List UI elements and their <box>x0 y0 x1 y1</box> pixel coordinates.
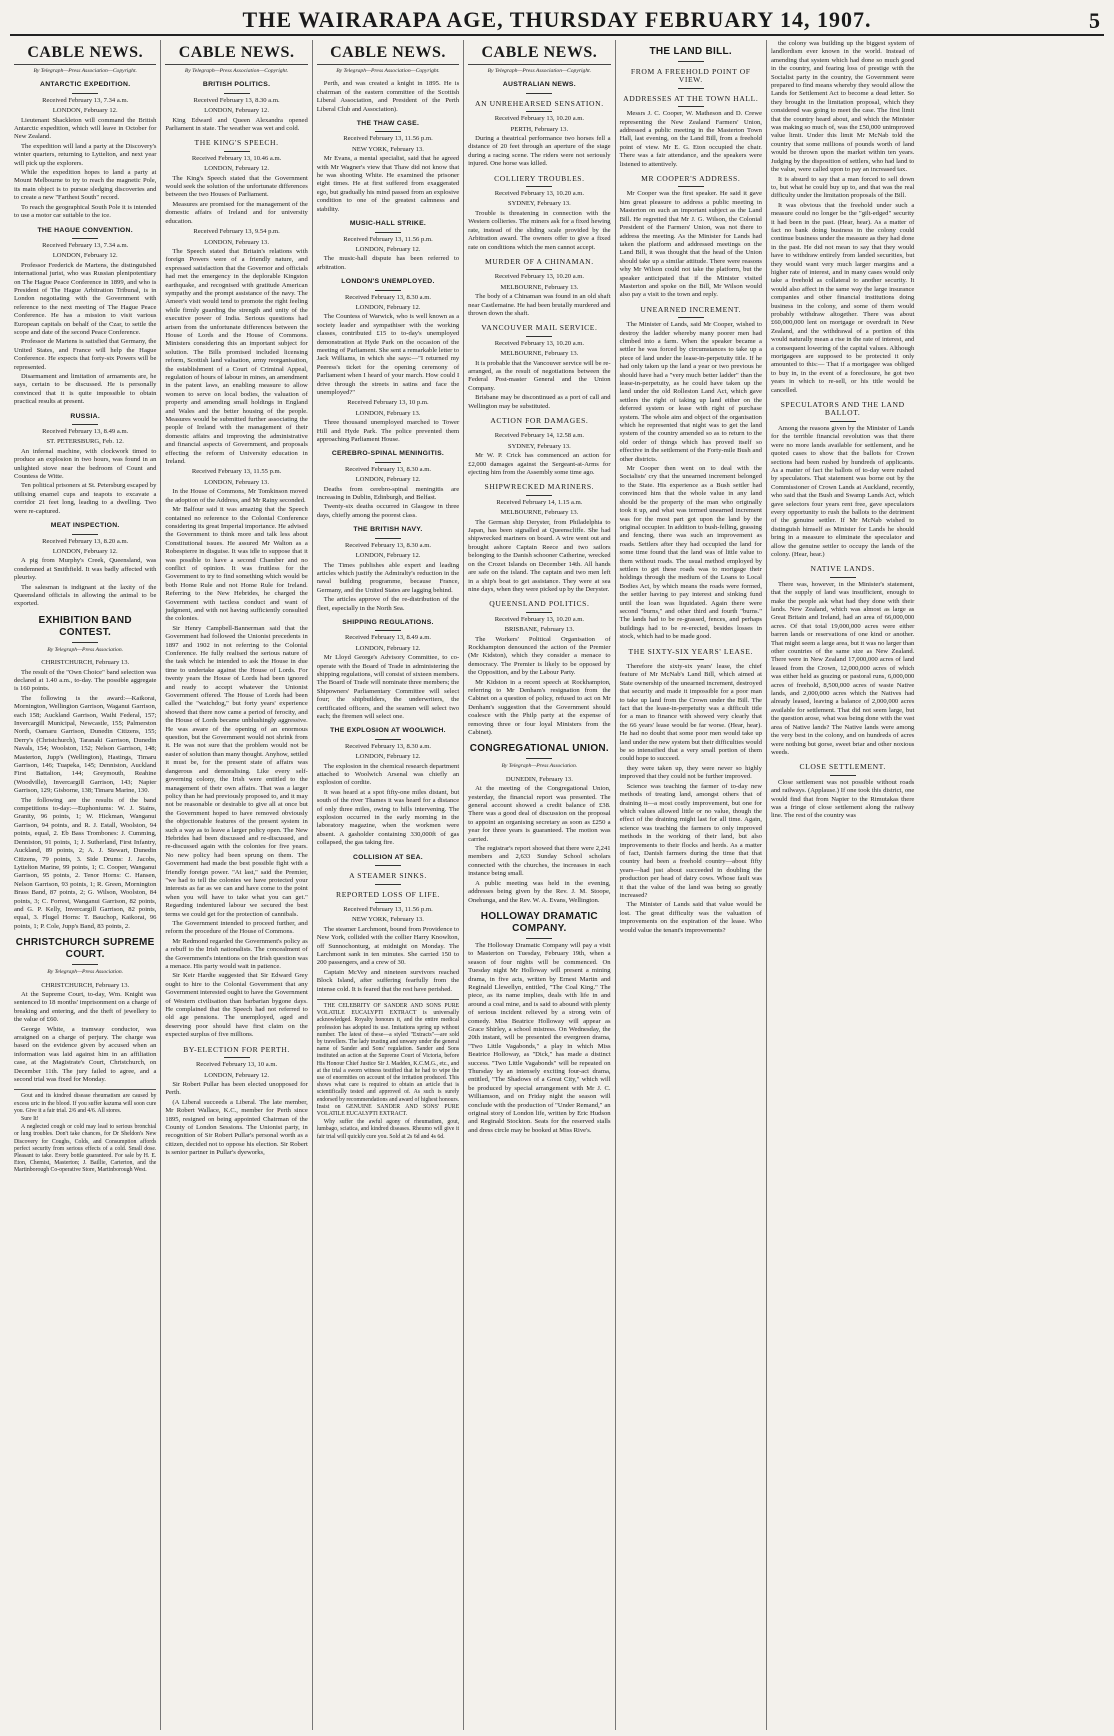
cable-news-banner: CABLE NEWS. <box>165 40 307 65</box>
headline-rule <box>375 290 401 291</box>
article <box>771 763 914 820</box>
article-headline: SHIPPING REGULATIONS. <box>342 618 434 626</box>
copyright-byline: By Telegraph—Press Association—Copyright. <box>336 68 440 74</box>
article-headline: AUSTRALIAN NEWS. <box>502 81 576 89</box>
article-headline: CEREBRO-SPINAL MENINGITIS. <box>331 450 445 458</box>
headline-rule <box>526 336 552 337</box>
article-paragraph: The Countess of Warwick, who is well known as a society leader and sympathiser with the working classes, contributed £15 to to-day's unemployed demonstration at Hyde Park on the occasion of the meeting of Parliament. She sent a remarkable letter to Jack Williams, in which she says:—"I returned my Peeress's ticket for the opening ceremony of Parliament when I heard of your march. How could I drive through the streets in satins and face the unemployed?" <box>316 313 460 396</box>
received-line: Received February 13, 7.34 a.m. <box>42 241 129 249</box>
dateline: LONDON, February 12. <box>204 165 269 173</box>
headline-rule <box>375 739 401 740</box>
article-paragraph: To reach the geographical South Pole it is intended to use a motor car suitable to the ice. <box>14 203 157 220</box>
article-paragraph: George White, a tramway conductor, was arraigned on a charge of perjury. The charge was based on the evidence given by accused when an information was laid against him in an affiliation case, at the Magistrate's Court, Christchurch, on December 11th. The jury failed to agree, and a second trial was fixed for Monday. <box>14 1025 157 1084</box>
article-headline: CHRISTCHURCH SUPREME COURT. <box>15 937 155 961</box>
headline-rule <box>224 151 250 152</box>
received-line: Received February 13, 8.30 a.m. <box>344 541 431 549</box>
article <box>468 81 610 93</box>
advert-paragraph: Gout and its kindred disease rheumatism are caused by excess uric in the blood. If you suffer kazuma will soon cure you. Give it a fair trial. 2/6 and 4/6. All stores. <box>14 1093 157 1114</box>
received-line: Received February 13, 11.56 p.m. <box>343 235 433 243</box>
article <box>620 68 762 89</box>
article-headline: THE LAND BILL. <box>649 46 733 57</box>
headline-rule <box>375 630 401 631</box>
article-headline: BRITISH POLITICS. <box>202 81 271 89</box>
advert-paragraph: A neglected cough or cold may lead to serious bronchial or lung troubles. Don't take chances, for Dr Sheldon's New Discovery for Coughs, Colds, and Consumption affords perfect security from serious effects of a cold. Small dose. Pleasant to take. Every bottle guaranteed. For sale by H. E. Eton, Chemist, Masterton; J. Baillie, Carterton, and the Martinborough Co-operative Store, Martinborough West. <box>14 1124 157 1174</box>
dateline: LONDON, February 12. <box>204 107 269 115</box>
article <box>468 600 610 737</box>
article-paragraph: The following are the results of the band competitions to-day:—Euphoniums: W. J. Stains, Granity, 96 points, 1; W. Hickman, Wanganui Garrison, 94 points, and R. J. Estall, Woolston, 94 points, equal, 2. Eb Bass Trombones: J. Cumming, Denniston, 91 points, 1; J. Sutherland, First Infantry, Auckland, 89 points, 2; A. J. Stewart, Dunedin Citizens, 79 points, 3. Side Drums: J. Jacobs, Lyttelton Marine, 99 points, 1; C. Cooper, Wanganui Garrison, 95 points, 2. Tenor Horns: C. Hansen, Nelson Garrison, 93 points, 1; R. Green, Mornington Brass Band, 87 points, 2; G. Wilson, Woolston, 84 points, 3; C. Forrest, Wanganui Garrison, 82 points, and G. P. Kelly, Invercargill Garrison, 82 points, equal, 3. Flugel Horns: T. Bauchop, Kaikorai, 96 points, 1; P. Cole, Jupp's Band, 83 points, 2. <box>14 796 157 930</box>
headline-rule <box>526 269 552 270</box>
article <box>317 120 459 214</box>
article-paragraph: Ten political prisoners at St. Petersburg escaped by utilising enamel cups and teapots to excavate a corridor 21 feet long, leading to a dwelling. Two were re-captured. <box>14 482 157 515</box>
article-paragraph: Deaths from cerebro-spinal meningitis are increasing in Dublin, Edinburgh, and Belfast. <box>316 485 460 502</box>
article <box>317 399 459 444</box>
article <box>468 100 610 169</box>
article <box>14 413 156 516</box>
article-headline: BY-ELECTION FOR PERTH. <box>183 1044 290 1054</box>
article <box>165 81 307 133</box>
headline-rule <box>375 538 401 539</box>
article <box>620 46 762 62</box>
article-paragraph: Sir Keir Hardie suggested that Sir Edward Grey ought to hire to the Colonial Government that any Government interested ought to have the Government of Western civilisation than barbarian bygone days. He complained that the Speech had not referred to old age pensions. The unemployed, aged and deserving poor should have first claim on the expected surplus of five millions. <box>165 972 308 1039</box>
article-headline: SHIPWRECKED MARINERS. <box>484 482 595 492</box>
article-byline: By Telegraph—Press Association. <box>501 763 578 770</box>
article <box>620 306 762 642</box>
article-headline: THE EXPLOSION AT WOOLWICH. <box>330 727 446 735</box>
article-paragraph: Professor Frederick de Martens, the distinguished international jurist, who was Russian plenipotentiary on The Hague Peace Conference in 1899, and who is President of The Hague Arbitration Tribunal, is in London negotiating with the Government with reference to the next meeting of The Hague Peace Conference. He has a mission to visit various European capitals on behalf of the Czar, to settle the scope and date of the second Peace Conference. <box>14 261 157 336</box>
article-paragraph: they were taken up, they were never so highly improved that they could not be further improved. <box>619 764 762 781</box>
headline-rule <box>375 131 401 132</box>
headline-rule <box>224 93 250 94</box>
article-paragraph: The Workers' Political Organisation of Rockhampton denounced the action of the Premier (Mr Kidston), which they consider a menace to democracy. The Premier is likely to be opposed by the Opposition, and by the Labour Party. <box>468 635 611 677</box>
headline-rule <box>830 577 856 578</box>
article <box>317 450 459 520</box>
column-5 <box>616 40 767 1730</box>
headline-rule <box>830 421 856 422</box>
received-line: Received February 13, 10.20 a.m. <box>494 615 585 623</box>
dateline: LONDON, February 12. <box>355 753 421 761</box>
article-headline: REPORTED LOSS OF LIFE. <box>336 889 440 899</box>
dateline: DUNEDIN, February 13. <box>505 775 573 783</box>
article-paragraph: King Edward and Queen Alexandra opened Parliament in state. The weather was wet and cold. <box>165 116 308 133</box>
copyright-byline: By Telegraph—Press Association—Copyright. <box>184 68 289 74</box>
article <box>317 526 459 613</box>
dateline: LONDON, February 12. <box>52 252 118 260</box>
article-paragraph: Trouble is threatening in connection with the Western collieries. The miners ask for a fixed hewing rate, instead of the sliding scale provided by the Arbitration award. The owners offer to give a fixed rate on conditions which the men cannot accept. <box>468 209 611 251</box>
article <box>317 727 459 847</box>
headline-rule <box>375 865 401 866</box>
cable-news-banner: CABLE NEWS. <box>317 40 459 65</box>
article-paragraph: Disarmament and limitation of armaments are, he says, certain to be discussed. He is personally convinced that it is quite impossible to obtain practical results at present. <box>14 373 157 406</box>
article-paragraph: Captain McVey and nineteen survivors reached Block Island, after suffering fearfully from the intense cold. It is feared that the rest have perished. <box>316 968 460 993</box>
article-paragraph: The King's Speech stated that the Government would seek the solution of the unfortunate differences between the two Houses of Parliament. <box>165 174 308 199</box>
column-2 <box>161 40 312 1730</box>
article-paragraph: It is absurd to say that a man forced to sell down to, but what he could buy up to, and that was the real difficulty under the limitation proposals of the Bill. <box>770 175 915 200</box>
article-paragraph: Among the reasons given by the Minister of Lands for the terrible financial revolution was that there were no more lands available for settlement, and he quoted cases to show that the ballots for Crown sections had been rushed by hundreds of applicants. As a matter of fact the ballots of to-day were rushed by speculators. That statement was borne out by the Commissioner of Crown Lands at Auckland, recently, who said that the Bush and Swamp Lands Act, which gave selectors four years rent free, gave speculators every opportunity to rush the ballots to the detriment of the genuine settler. If Mr McNab wished to distinguish himself as Minister for Lands he should bring in a measure to eliminate the speculator and allow the genuine settler to occupy the lands of the colony. (Hear, hear.) <box>770 424 915 558</box>
article-paragraph: The result of the "Own Choice" band selection was declared at 1.40 a.m., to-day. The possible aggregate is 160 points. <box>14 668 157 693</box>
article <box>14 615 156 931</box>
received-line: Received February 14, 12.58 a.m. <box>494 432 585 440</box>
article <box>771 401 914 559</box>
masthead-title: THE WAIRARAPA AGE, THURSDAY FEBRUARY 14, 1907. <box>242 7 872 32</box>
article-paragraph: Mr Evans, a mental specialist, said that he agreed with Mr Wagner's view that Thaw did not know that he was shooting White. He examined the prisoner eight times. He at first suffered from exaggerated ego, but gradually his mind passed from an explosive condition to one of the greatest calmness and stability. <box>316 155 460 213</box>
article-headline: LONDON'S UNEMPLOYED. <box>341 278 435 286</box>
dateline: LONDON, February 12. <box>355 245 421 253</box>
article <box>771 565 914 757</box>
cable-news-banner: CABLE NEWS. <box>14 40 156 65</box>
article <box>317 854 459 866</box>
received-line: Received February 13, 11.56 p.m. <box>343 135 433 143</box>
article-paragraph: Mr Cooper then went on to deal with the Socialists' cry that the unearned increment belonged to the State. His experience as a Bush settler had convinced him that the whole value in any land should be the property of the man who originally took it up, and what was termed unearned increment was for the most part got upon the land by the original occupier. In addition to bush-felling, grassing and fencing, there was such an improvement as roads. Settlers after they had occupied the land for some time found that the land was of little value to them without roads. The usual method employed by settlers to get these roads was to mortgage their holdings through the medium of the Loans to Local Bodies Act, by which means the roads were formed, the settler having to pay interest and sinking fund until the loan was liquidated. Again there were second "burns," and other third and fourth "burns." The lands had to be re-grassed, fences, and perhaps buildings had to be re-erected, besides losses in stock, which had to be made good. <box>619 465 762 641</box>
received-line: Received February 13, 7.34 a.m. <box>42 96 129 104</box>
received-line: Received February 13, 11.55 p.m. <box>191 468 282 476</box>
article <box>165 139 307 226</box>
dateline: LONDON, February 12. <box>355 644 421 652</box>
article <box>468 175 610 252</box>
headline-rule <box>526 938 552 939</box>
article-headline: THE THAW CASE. <box>356 120 420 128</box>
article-headline: UNEARNED INCREMENT. <box>640 304 742 314</box>
article-headline: CLOSE SETTLEMENT. <box>799 762 886 772</box>
article <box>14 227 156 407</box>
article-byline: By Telegraph—Press Association. <box>47 969 124 976</box>
headline-rule <box>526 186 552 187</box>
article-headline: NATIVE LANDS. <box>810 564 875 574</box>
headline-rule <box>526 111 552 112</box>
headline-rule <box>830 775 856 776</box>
article <box>165 468 307 1039</box>
article-headline: ANTARCTIC EXPEDITION. <box>40 81 131 89</box>
article-paragraph: The Holloway Dramatic Company will pay a visit to Masterton on Tuesday, February 19th, when a season of four nights will be commenced. On Tuesday night Mr Holloway will present a mining drama, in five acts, written by Ernest Martin and Reginald Llewellyn, entitled, "The Coal King." The piece, as its name implies, deals with life in and around a coal mine, and is said to abound with plenty of serious incident relieved by a strong vein of comedy. Miss Beatrice Holloway will appear as Grace Shirley, a school mistress. On Wednesday, the 20th instant, will be presented the evergreen drama, "Two Little Vagabonds," a play in which Miss Beatrice Holloway, as "Dick," has made a distinct success. "Two Little Vagabonds" will be repeated on Thursday by an intensely exciting four-act drama, entitled, "The Shadows of a Great City," which will be produced by special arrangement with Mr J. C. Williamson, and on Friday night the season will conclude with the production of "Under Remand," an original story of London life, written by Eric Hudson and Reginald Stockton. Seats for the reserved stalls and dress circle may be booked at Miss Rive's. <box>468 941 611 1134</box>
article-headline: MEAT INSPECTION. <box>50 522 120 530</box>
article-paragraph: Mr Redmond regarded the Government's policy as a rebuff to the Irish nationalists. The concealment of the Government's intentions on the Irish question was a menace. His party would wait in patience. <box>165 937 308 971</box>
article-headline: ADDRESSES AT THE TOWN HALL. <box>623 93 759 103</box>
dateline: MELBOURNE, February 13. <box>500 350 579 358</box>
dateline: LONDON, February 12. <box>52 107 118 115</box>
dateline: LONDON, February 12. <box>355 552 421 560</box>
article-paragraph: It was obvious that the freehold under such a measure could no longer be the "gilt-edged" security it had been in the past. (Hear, hear). As a matter of fact no bank doing business in the colony could continue business under the measure as they had done in the past. He did not mean to say that they would have to withdraw entirely from landed securities, but they would want very much larger margins and a higher rate of interest, and in many cases would only take a freehold as collateral to another security. It would also affect in the same way the large insurance companies and other financial institutions doing business in the colony, and some of them would probably withdraw altogether. There was about £60,000,000 lent on mortgage or overdraft in New Zealand, and the withdrawal of a portion of this would naturally mean a rise in the rate of interest, and a consequent lowering of the capital values. Although mortgagees are supposed to be protected it only amounted to this:— That if a mortgagee was obliged to buy in, in the event of a foreclosure, he got two years in which to re-sell, or his title would be cancelled. <box>770 201 915 394</box>
article-headline: COLLIERY TROUBLES. <box>494 173 585 183</box>
column-area <box>10 40 1104 1730</box>
headline-rule <box>526 758 552 759</box>
article-paragraph: The body of a Chinaman was found in an old shaft near Castlemaine. He had been brutally murdered and thrown down the shaft. <box>468 293 611 317</box>
dateline: MELBOURNE, February 13. <box>500 509 579 517</box>
article-headline: COLLISION AT SEA. <box>352 853 423 861</box>
article-headline: QUEENSLAND POLITICS. <box>489 599 590 609</box>
article <box>468 258 610 318</box>
dateline: CHRISTCHURCH, February 13. <box>41 981 130 989</box>
article-paragraph: While the expedition hopes to land a party at Mount Melbourne to try to reach the magnetic Pole, its main object is to pursue sledging discoveries and to create a new "Farthest South" record. <box>14 169 157 202</box>
article-paragraph: The Government intended to proceed further, and reform the procedure of the House of Commons. <box>165 920 308 936</box>
article <box>468 324 610 411</box>
headline-rule <box>678 61 704 62</box>
article-headline: A STEAMER SINKS. <box>349 871 427 881</box>
article-paragraph: Sir Henry Campbell-Bannerman said that the Government had followed the Unionist precedents in 1897 and 1902 in not referring to the Colonial Conference. He fully realised the serious nature of the task which he intended to ask the House in due time to undertake against the House of Lords. For twenty years the House of Lords had been ignored and ready to accept whatever the Unionist Government offered. The House of Lords had been called the "watchdog," but forty years' experience showed that there now came a period of ferocity, and the House of Lords became unblushingly aggressive. He was aware of the opening of an enormous question, but the Government would not shrink from it. He was not sure that the problem would not be easier of solution than many thought. Anyhow, settled it must be, for the present state of affairs was dangerous and demoralising. Like every self-governing colony, the Irish were entitled to the management of their own affairs. That was a larger policy than he had previously proposed to, and it may not be reasonable or desirable to give all at once but the Government hoped to have removed obviously the objectionable features of the present system in such a way as to leave a larger policy open. The New Hebrides had been discussed and re-discussed, and re-discussed again with the colonies for five years. No new policy had been sprung on them. The Government had made the best possible fight with a friendly foreign power. "At last," said the Premier, "we had to tell the colonies we have protected your interests as far as we can and have come to the point when you will have to take what you can get." Regarding indentured labour we secured the best terms we could get for the protection of cannibals. <box>165 624 308 918</box>
headline-rule <box>72 534 98 535</box>
article-paragraph: It is probable that the Vancouver service will be re-arranged, as the result of negotiations between the Federal Post-master General and the Union Company. <box>468 359 611 392</box>
article-paragraph: The explosion in the chemical research department attached to Woolwich Arsenal was chiefly an explosion of cordite. <box>316 762 460 787</box>
article-headline: THE HAGUE CONVENTION. <box>37 226 133 234</box>
article-paragraph: Perth, and was created a knight in 1895. He is chairman of the eastern committee of the Scottish Liberal Association, and President of the Perth Liberal Club and Association). <box>316 80 460 113</box>
dateline: SYDNEY, February 13. <box>507 442 571 450</box>
article-paragraph: The Speech stated that Britain's relations with foreign Powers were of a friendly nature, and expressed satisfaction that the Governor and officials had met the emergency in the deplorable Kingston earthquake, and recognised with gratitude American sympathy and the prompt assistance of the navy. The Ameer's visit would tend to promote the right feeling while firmly guarding the strength and unity of the executive power of India. Serious questions had arisen from the unfortunate differences between the House of Lords and the House of Commons. Ministers considering this an important subject for solution. The Bills promised included licensing reform, Scottish land valuation, army reorganisation, the establishment of a Court of Criminal Appeal, regulation of hours of labour in mines, an amendment in the patent laws, an enabling measure to allow women to serve on local bodies, the valuation of property and amending small holdings in England and Wales and the better housing of the people. Measures would be submitted further associating the people of Ireland with the management of their domestic affairs and improving the administrative and financial aspects of Government, and proposals effecting the reform of University education in Ireland. <box>165 247 308 466</box>
received-line: Received February 13, 10.20 a.m. <box>494 115 585 123</box>
headline-rule <box>526 612 552 613</box>
article-paragraph: Three thousand unemployed marched to Tower Hill and Hyde Park. The police prevented them approaching Parliament House. <box>316 419 460 444</box>
article <box>468 743 610 905</box>
headline-rule <box>678 106 704 107</box>
column-4 <box>464 40 615 1730</box>
dateline: LONDON, February 12. <box>355 303 421 311</box>
headline-rule <box>375 902 401 903</box>
article <box>771 40 914 395</box>
masthead <box>10 6 1104 36</box>
dateline: LONDON, February 12. <box>355 476 421 484</box>
article-paragraph: (A Liberal succeeds a Liberal. The late member, Mr Robert Wallace, K.C., member for Perth since 1895, resigned on being appointed Chairman of the County of London Sessions. The Unionist party, in recognition of Sir Robert Pullar's personal worth as a citizen, decided not to oppose his election. Sir Robert is senior partner in Pullar's dyeworks, <box>165 1098 308 1157</box>
dateline: PERTH, February 13. <box>510 125 569 133</box>
dateline: LONDON, February 12. <box>204 1071 269 1079</box>
dateline: LONDON, February 13. <box>355 409 421 417</box>
article <box>468 483 610 594</box>
received-line: Received February 13, 8.30 a.m. <box>193 96 280 104</box>
column-3 <box>313 40 464 1730</box>
received-line: Received February 13, 10 p.m. <box>347 399 429 407</box>
headline-rule <box>678 659 704 660</box>
column-6 <box>767 40 918 1730</box>
advertisement <box>14 1089 156 1174</box>
copyright-byline: By Telegraph—Press Association—Copyright. <box>487 68 592 74</box>
copyright-byline: By Telegraph—Press Association—Copyright. <box>33 68 137 74</box>
article <box>620 648 762 764</box>
article <box>620 765 762 935</box>
received-line: Received February 13, 10.20 a.m. <box>494 339 585 347</box>
article <box>317 80 459 114</box>
article-paragraph: The following is the award:—Kaikorai, Mornington, Wellington Garrison, Waganui Garrison, each 158; Auckland Garrison, Waihi Federal, 157; Invercargill Municipal, Newcastle, 155; Palmerston North, Oamaru Garrison, Dunedin Citizens, 155; Derry's (Christchurch), Taranaki Garrison, Dunedin Navals, 154; Woolston, 152; Nelson Garrison, 148; Masterton, Jupp's (Wellington), Hastings, Timaru Garrison, 146; Tuapeka, 145; Denniston, Auckland First Battalion, 144; Greymouth, Reahine (Woodville), Invercargill Garrison, 143; Napier Garrison, 129; Gisborne, 138; Timaru Marine, 130. <box>14 694 157 795</box>
article-headline: FROM A FREEHOLD POINT OF VIEW. <box>630 67 751 85</box>
received-line: Received February 13, 8.20 a.m. <box>42 537 129 545</box>
article-paragraph: Mr Kidston in a recent speech at Rockhampton, referring to Mr Denham's resignation from the Cabinet on a question of policy, refused to act on Mr Denham's suggestion that the Government should coalesce with the Philp party at the expense of removing three or four loyal Ministers from the Cabinet). <box>468 678 611 736</box>
article-paragraph: The German ship Deryster, from Philadelphia to Japan, has been signalled at Queenscliffe. She had shipwrecked mariners on board. A wire went out and brought ashore Captain Reece and two sailors belonging to the Danish schooner Catherine, wrecked on the Crozet Islands on December 14th. All hands are safe on the island. The captain and two men left in a ship's boat to get assistance. They were at sea nine days, when they were picked up by the Deryster. <box>468 518 611 593</box>
received-line: Received February 13, 8.30 a.m. <box>344 465 431 473</box>
article-paragraph: At the meeting of the Congregational Union, yesterday, the financial report was presented. The general account showed a credit balance of £38. There was a good deal of discussion on the proposal to appoint an organising secretary as soon as £250 a year for three years is guaranteed. The motion was carried. <box>468 785 611 843</box>
article-paragraph: The music-hall dispute has been referred to arbitration. <box>316 255 460 271</box>
article-paragraph: Close settlement was not possible without roads and railways. (Applause.) If one took this district, one would find that from Napier to the Rimutakas there was a fringe of close settlement along the railway line. The rest of the country was <box>770 778 915 820</box>
dateline: LONDON, February 12. <box>52 547 118 555</box>
headline-rule <box>72 93 98 94</box>
article-headline: HOLLOWAY DRAMATIC COMPANY. <box>480 910 598 934</box>
article-paragraph: Brisbane may be discontinued as a port of call and Wellington may be substituted. <box>468 394 611 410</box>
article <box>317 891 459 994</box>
article <box>620 175 762 300</box>
article-paragraph: The Minister of Lands said that value would be lost. The great difficulty was the valuation of improvements on the expiration of the lease. Who would value the tenant's improvements? <box>619 901 762 934</box>
article-paragraph: It was heard at a spot fifty-one miles distant, but south of the river Thames it was heard for a distance of only three miles, owing to hills intervening. The explosion occurred in the early morning in the laboratory magazine, when the workmen were absent. A gasholder containing 330,000ft of gas collapsed, the gas taking fire. <box>316 788 460 847</box>
article-paragraph: Science was teaching the farmer of to-day new methods of treating land, amongst others that of draining it—a most costly improvement, but one for which values allowed little or no value, though the effect of the draining might last for all time. Again, science was teaching the farmers to only improved methods in the working of their land, but also improvements to their flocks and herds. As a matter of fact, Danish farmers during the time that that country had been a freehold country—about fifty years—had just about succeeded in doubling the production per head of dairy cows. Whose fault was it that the value of the land was being so greatly increased? <box>619 782 762 899</box>
article-paragraph: Twenty-six deaths occurred in Glasgow in three days, chiefly among the poorest class. <box>316 503 460 519</box>
received-line: Received February 13, 9.54 p.m. <box>193 228 280 236</box>
article-paragraph: Professor de Martens is satisfied that Germany, the United States, and France will help the Hague Conference. He expects that forty-six Powers will be represented. <box>14 338 157 371</box>
page-number: 5 <box>1089 8 1100 33</box>
headline-rule <box>224 1057 250 1058</box>
headline-rule <box>526 93 552 94</box>
article <box>14 81 156 220</box>
advert-paragraph: Why suffer the awful agony of rheumatism, gout, lumbago, sciatica, and kindred diseases. Rheumo will give it fair trial will quickly cure you. Sold at 2s 6d and 4s 6d. <box>316 1119 460 1140</box>
headline-rule <box>72 238 98 239</box>
headline-rule <box>72 642 98 643</box>
received-line: Received February 13, 10 a.m. <box>196 1061 278 1069</box>
article-headline: ACTION FOR DAMAGES. <box>490 416 589 425</box>
article-paragraph: The steamer Larchmont, bound from Providence to New York, collided with the collier Harry Knowlton, off Sunnochonturg, at midnight on Monday. The Larchmont sank in ten minutes. She carried 150 to 200 passengers, and a crew of 30. <box>316 925 460 967</box>
article-paragraph: Mr Lloyd George's Advisory Committee, to co-operate with the Board of Trade in administering the shipping regulations, will consist of sixteen members. The Board of Trade will nominate three members; the Shipowners' Parliamentary Committee will select four; the shipbuilders, the underwriters, the certificated officers, and the seamen will select two each; the firemen will select one. <box>316 654 460 720</box>
dateline: MELBOURNE, February 13. <box>500 283 579 291</box>
article-paragraph: Mr W. P. Crick has commenced an action for £2,000 damages against the Sergeant-at-Arms for ejecting him from the Assembly some time ago. <box>468 452 611 477</box>
dateline: CHRISTCHURCH, February 13. <box>41 659 130 667</box>
article-paragraph: A pig from Murphy's Creek, Queensland, was condemned at Smithfield. It was badly affected with pleurisy. <box>14 557 157 582</box>
article-paragraph: The Times publishes able expert and leading articles which justify the Admiralty's reduction in the naval building programme, because France, Germany, and the United States are lagging behind. <box>316 561 460 594</box>
article <box>468 911 610 1135</box>
article-headline: RUSSIA. <box>70 412 101 420</box>
article <box>165 1046 307 1158</box>
article-headline: MURDER OF A CHINAMAN. <box>484 256 594 266</box>
article-headline: VANCOUVER MAIL SERVICE. <box>481 323 598 333</box>
article-paragraph: The salesman is indignant at the laxity of the Queensland officials in allowing the animal to be exported. <box>14 583 157 608</box>
received-line: Received February 13, 8.49 a.m. <box>42 428 129 436</box>
article-paragraph: The Minister of Lands, said Mr Cooper, wished to destroy the ladder whereby many poorer men had climbed into a farm. When the speaker became a settler he was forced by circumstances to take up a piece of land under the lease-in-perpetuity title. If he had only taken up the land a year or two previous he should have had a "very much better ladder" than the lease-in-perpetuity, as he could have taken up the land under the old Rolleston Land Act, which gave settlers the right of taking up land either on the deferred system or lease with right of purchase system. The whole aim and object of the organisation which he represented that night was to get the land system of the country amended so as to return to the old order of things which has proved itself so effective in the settlement of the Forty-mile Bush and other districts. <box>619 321 762 463</box>
article-paragraph: In the House of Commons, Mr Tomkinson moved the adoption of the Address, and Mr Rainy seconded. <box>165 488 308 504</box>
article-headline: THE KING'S SPEECH. <box>194 138 279 148</box>
article-paragraph: Therefore the sixty-six years' lease, the chief feature of Mr McNab's Land Bill, which aimed at State ownership of the unearned increment, destroyed that security and made it impossible for a poor man to take up land from the Crown under the Bill. The fact that the lease-in-perpetuity was a difficult title for a man to finance with showed very clearly that the 66 years' lease would be far worse. (Hear, hear). He had no doubt that some poor men would take up land under the new system but their difficulties would be so intensified that a very small portion of them could hope to succeed. <box>619 663 762 763</box>
article <box>317 872 459 884</box>
article-headline: SPECULATORS AND THE LAND BALLOT. <box>780 400 905 418</box>
headline-rule <box>678 186 704 187</box>
advertisement <box>317 999 459 1141</box>
article-paragraph: the colony was building up the biggest system of landlordism ever known in the world. Instead of amending that system which had done so much good in the country, and fearing loss of prestige with the Socialist party in the country, the Government were prepared to find means whereby they would allow the Lands for Settlement Act to become a dead letter. So they brought in the limitation proposal, which they considered was going to meet the case. The first limit that the country heard about, and which the Minister was making so much of, was the £50,000 unimproved value limit. Under this limit Mr McNab told the country that some millions of pounds worth of land would be thrown upon the market within ten years. Judging by the disposition of settlers, who had land to the value, were called upon to pay an increased tax. <box>770 40 915 174</box>
article-paragraph: Measures are promised for the management of the domestic affairs of Ireland and for university education. <box>165 200 308 225</box>
article-paragraph: Mr Balfour said it was amazing that the Speech contained no reference to the Colonial Conference considering its great Imperial importance. He advised the Government to think more and talk less about Constitutional issues. He assured Mr Walton as a Robespierre in disguise. It was idle to suppose that it was possible to have a second Chamber and no conflict of opinion. It was fruitless for the Government to try to find something which would be both Home Rule and not Home Rule for Ireland. Referring to the New Hebrides, he charged the Government with tactless conduct and want of judgment, and with not having sufficiently consulted the colonies. <box>165 506 308 623</box>
dateline: SYDNEY, February 13. <box>507 200 571 208</box>
column-1 <box>10 40 161 1730</box>
received-line: Received February 13, 11.56 p.m. <box>343 905 433 913</box>
headline-rule <box>526 495 552 496</box>
headline-rule <box>678 317 704 318</box>
dateline: ST. PETERSBURG, Feb. 12. <box>46 438 124 446</box>
article-paragraph: During a theatrical performance two horses fell a distance of 20 feet through an aperture of the stage during a racing scene. The riders were not seriously injured. One horse was killed. <box>468 135 611 168</box>
article-paragraph: The articles approve of the re-distribution of the fleet, especially in the North Sea. <box>316 596 460 612</box>
article-headline: MUSIC-HALL STRIKE. <box>349 220 427 228</box>
cable-news-banner: CABLE NEWS. <box>468 40 610 65</box>
article <box>620 95 762 169</box>
dateline: NEW YORK, February 13. <box>351 916 424 924</box>
article-headline: EXHIBITION BAND CONTEST. <box>38 614 132 638</box>
headline-rule <box>375 232 401 233</box>
received-line: Received February 13, 10.46 a.m. <box>191 154 282 162</box>
article <box>14 522 156 609</box>
article-headline: MR COOPER'S ADDRESS. <box>641 174 741 184</box>
article-paragraph: The registrar's report showed that there were 2,241 members and 2,633 Sunday School scholars connected with the churches, the increases in each instance being small. <box>468 845 611 878</box>
article-headline: THE SIXTY-SIX YEARS' LEASE. <box>628 646 753 656</box>
article-paragraph: Mr Cooper was the first speaker. He said it gave him great pleasure to address a public meeting in Masterton on such an important subject as the Land Bill. He regretted that Mr J. G. Wilson, the Colonial President of the Farmers' Union, was not there to address the meeting. As the Minister for Lands had taken the platform and addressed meetings on the Land Bill, it was thought that the head of the Union should take up a similar attitude. There were reasons why Mr Wilson could not take the platform, but the speaker anticipated that if the Minister visited Masterton and spoke on the Bill, Mr Wilson would also pay a visit to the town and reply. <box>619 190 762 299</box>
article-headline: AN UNREHEARSED SENSATION. <box>475 98 604 108</box>
article <box>468 417 610 477</box>
article <box>165 228 307 466</box>
received-line: Received February 14, 1.15 a.m. <box>496 498 583 506</box>
headline-rule <box>375 462 401 463</box>
headline-rule <box>678 88 704 89</box>
article-paragraph: Lieutenant Shackleton will command the British Antarctic expedition, which will leave in October for New Zealand. <box>14 116 157 141</box>
received-line: Received February 13, 8.30 a.m. <box>344 293 431 301</box>
headline-rule <box>72 424 98 425</box>
headline-rule <box>526 428 552 429</box>
dateline: NEW YORK, February 13. <box>351 145 424 153</box>
article <box>317 220 459 272</box>
article-headline: THE BRITISH NAVY. <box>353 526 423 534</box>
article-paragraph: Sir Robert Pullar has been elected unopposed for Perth. <box>165 1080 308 1097</box>
received-line: Received February 13, 10.20 a.m. <box>494 273 585 281</box>
received-line: Received February 13, 8.49 a.m. <box>344 634 431 642</box>
article-byline: By Telegraph—Press Association. <box>47 646 124 653</box>
article-paragraph: There was, however, in the Minister's statement, that the supply of land was insufficient, enough to make the people ask what had they done with their lands. New Zealand, which was almost as large as Great Britain and Ireland, had an area of 66,000,000 acres. Of that total 19,000,000 acres were either barren lands or reservations of one kind or another. That might seem a large area, but it was no larger than other countries of the same size as New Zealand. There were in New Zealand 17,000,000 acres of land leased from the Crown, 12,000,000 acres of which was either held as grazing or pastoral runs, 6,000,000 acres of freehold, 8,500,000 acres of waste Native lands, and 2,000,000 acres which the Natives had already leased, leaving a balance of 2,000,000 acres available for settlement. That did not seem large, but the question arose, what was being done with the vast area of Native lands? The Native lands were among the very best in the colony, and on hundreds of acres were nothing but gorse, sweet briar and other noxious weeds. <box>770 580 915 756</box>
advert-paragraph: Sure It! <box>21 1116 39 1123</box>
dateline: LONDON, February 13. <box>204 238 269 246</box>
received-line: Received February 13, 8.30 a.m. <box>344 742 431 750</box>
article <box>14 937 156 1084</box>
headline-rule <box>72 964 98 965</box>
article-headline: CONGREGATIONAL UNION. <box>469 743 609 755</box>
article-paragraph: At the Supreme Court, to-day, Wm. Knight was sentenced to 18 months' imprisonment on a charge of breaking and entering, and the theft of jewellery to the value of £60. <box>14 990 157 1024</box>
received-line: Received February 13, 10.20 a.m. <box>494 190 585 198</box>
article <box>317 619 459 721</box>
dateline: BRISBANE, February 13. <box>504 626 575 634</box>
headline-rule <box>375 884 401 885</box>
article-paragraph: The expedition will land a party at the Discovery's winter quarters, returning to Lyttelton, and next year will pick up the explorers. <box>14 142 157 167</box>
dateline: LONDON, February 13. <box>204 478 269 486</box>
article <box>317 278 459 397</box>
article-paragraph: Messrs J. C. Cooper, W. Matheson and D. Crewe representing the New Zealand Farmers' Union, addressed a public meeting in the Masterton Town Hall, last evening, on the Land Bill, from a freehold point of view. Mr E. G. Eton occupied the chair. There was a fair attendance, and the speakers were listened to attentively. <box>619 110 762 168</box>
advert-paragraph: THE CELEBRITY OF SANDER AND SONS PURE VOLATILE EUCALYPTI EXTRACT is universally acknowledged. Royalty honours it, and the entire medical profession has adopted its use. Imitations spring up without number. The latest of these—a styled "Extracts"—are sold by travellers. The lady trusting and unwary under the general name of Sander and Sons' regulation. Sander and Sons instituted an action at the Supreme Court of Victoria, before His Honour Chief Justice Sir J. Madden, K.C.M.G., etc., and at the trial a sworn witness testified that he had to wipe the use of enormities on account of the irritation produced. This shows what care is required to obtain an article that is scientifically tested and approved of. As such is surely endorsed by recommendations and award of highest honours. Insist on GENUINE SANDER AND SONS' PURE VOLATILE EUCALYPTI EXTRACT. <box>316 1002 460 1118</box>
article-paragraph: An infernal machine, with clockwork timed to produce an explosion in two hours, was found in an unlighted stove near the bedroom of Count and Countess de Witte. <box>14 447 157 481</box>
article-paragraph: A public meeting was held in the evening, addresses being given by the Rev. J. M. Stoope, Onehunga, and the Rev. W. A. Evans, Wellington. <box>468 879 611 904</box>
